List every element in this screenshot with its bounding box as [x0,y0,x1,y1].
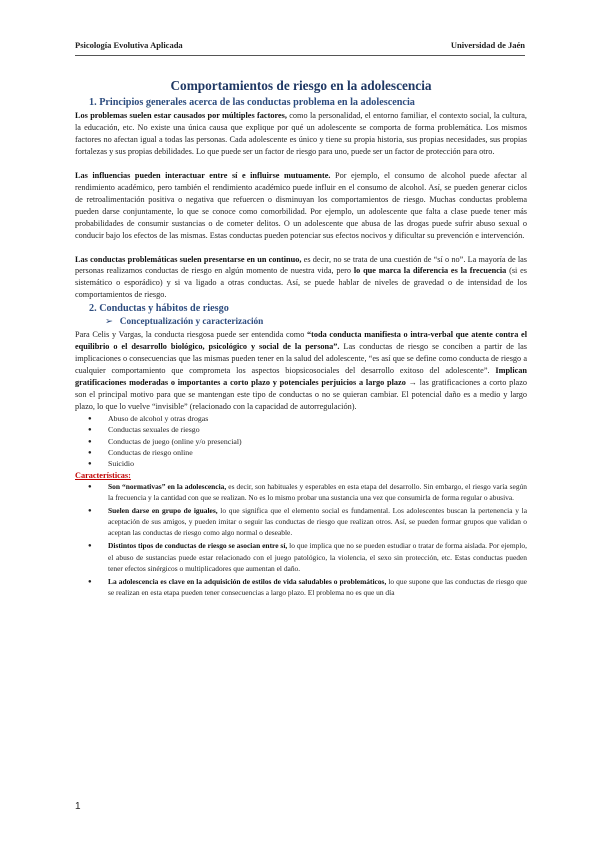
list-item: ● Conductas sexuales de riesgo [88,424,527,435]
paragraph-4: Para Celis y Vargas, la conducta riesgosa puede ser entendida como “toda conducta manifiesta o intra-verbal que atente contra el equilibrio o el desarrollo biológico, psicológico y social de la persona”. Las conductas de riesgo se conciben a partir de las implicaciones o consecuencias que las mismas pueden tener en la salud del adolescente, “es así que se define como conducta de riesgo a cualquier comportamiento que comprometa los aspectos biopsicosociales del desarrollo exitoso del adolescente”. Implican gratificaciones moderadas o importantes a corto plazo y potenciales perjuicios a largo plazo → las gratificaciones a corto plazo son el principal motivo para que se mantengan este tipo de conductas o no se quieran cambiar. El potencial daño es a medio y largo plazo, lo que lo vuelve “invisible” (relacionado con la capacidad de autorregulación). [75,330,527,412]
list-item: ● Conductas de riesgo online [88,447,527,458]
header-university: Universidad de Jaén [450,40,525,50]
arrow-icon: ➢ [105,317,113,328]
page-header [75,40,525,50]
header-divider [75,55,525,56]
page-number: 1 [75,801,81,812]
characteristics-label: Características: [75,470,131,480]
page-title: Comportamientos de riesgo en la adolescencia [170,78,432,93]
list-item: ● Distintos tipos de conductas de riesgo se asocian entre sí, lo que implica que no se pueden estudiar o tratar de forma aislada. Por ejemplo, el abuso de sustancias puede estar relacionado con el juego patológico, la violencia, el sexo sin protección, etc. Estas conductas pueden tener efectos sinérgicos o multiplicadores que aumentan el daño. [88,540,527,574]
characteristics-list [75,481,527,599]
document-body [75,78,527,600]
risk-behaviors-list [75,413,527,469]
paragraph-1: Los problemas suelen estar causados por múltiples factores, como la personalidad, el entorno familiar, el contexto social, la cultura, la educación, etc. No existe una única causa que explique por qué un adolescente se comporta de forma problemática. Los mismos factores no afectan igual a todas las personas. Cada adolescente es único y tiene su propia historia, sus propias necesidades, sus propias fortalezas y sus propias debilidades. Lo que puede ser un factor de riesgo para uno, puede ser un factor de protección para otro. [75,111,527,156]
list-item: ● Suelen darse en grupo de iguales, lo que significa que el elemento social es fundamental. Los adolescentes buscan la pertenencia y la aceptación de sus amigos, y pueden imitar o seguir las conductas de riesgo que realizan otros. Así, se pueden formar grupos que validan o aceptan las conductas de riesgo como algo normal o deseable. [88,505,527,539]
list-item: ● Suicidio [88,458,527,469]
paragraph-2: Las influencias pueden interactuar entre sí e influirse mutuamente. Por ejemplo, el consumo de alcohol puede afectar al rendimiento académico, pero también el rendimiento académico puede influir en el consumo de alcohol. Así, se pueden generar ciclos de retroalimentación positiva o negativa que refuercen o disminuyan los comportamientos de riesgo. Muchas conductas problema pueden darse conjuntamente, lo que se conoce como comorbilidad. Por ejemplo, un adolescente que falta a clase puede tener más probabilidades de consumir sustancias o de cometer delitos. O un adolescente que abusa de las drogas puede sufrir abuso sexual o conducir bajo los efectos de las mismas. Estas conductas pueden potenciar sus efectos nocivos y dificultar su prevención e intervención. [75,170,527,240]
list-item: ● Abuso de alcohol y otras drogas [88,413,527,424]
subsection-heading: ➢ Conceptualización y caracterización [105,317,264,328]
header-course: Psicología Evolutiva Aplicada [75,40,183,50]
list-item: ● Son “normativas” en la adolescencia, es decir, son habituales y esperables en esta etapa del desarrollo. Sin embargo, el riesgo varía según la frecuencia y la cantidad con que se realizan. No es lo mismo probar una sustancia una vez que consumirla de forma regular o abusiva. [88,481,527,503]
list-item: ● La adolescencia es clave en la adquisición de estilos de vida saludables o problemáticos, lo que supone que las conductas de riesgo que se realizan en esta etapa pueden tener consecuencias a largo plazo. El problema no es que un día [88,576,527,598]
section-2-heading: 2. Conductas y hábitos de riesgo [89,303,229,315]
list-item: ● Conductas de juego (online y/o presencial) [88,436,527,447]
paragraph-3: Las conductas problemáticas suelen presentarse en un continuo, es decir, no se trata de una cuestión de “sí o no”. La mayoría de las personas realizamos conductas de riesgo en algún momento de nuestra vida, pero lo que marca la diferencia es la frecuencia (si es sistemático o esporádico) y si va ligado a otras conductas. Así, se puede hablar de niveles de gravedad o de intensidad de los comportamientos de riesgo. [75,254,528,300]
section-1-heading: 1. Principios generales acerca de las conductas problema en la adolescencia [89,97,415,108]
